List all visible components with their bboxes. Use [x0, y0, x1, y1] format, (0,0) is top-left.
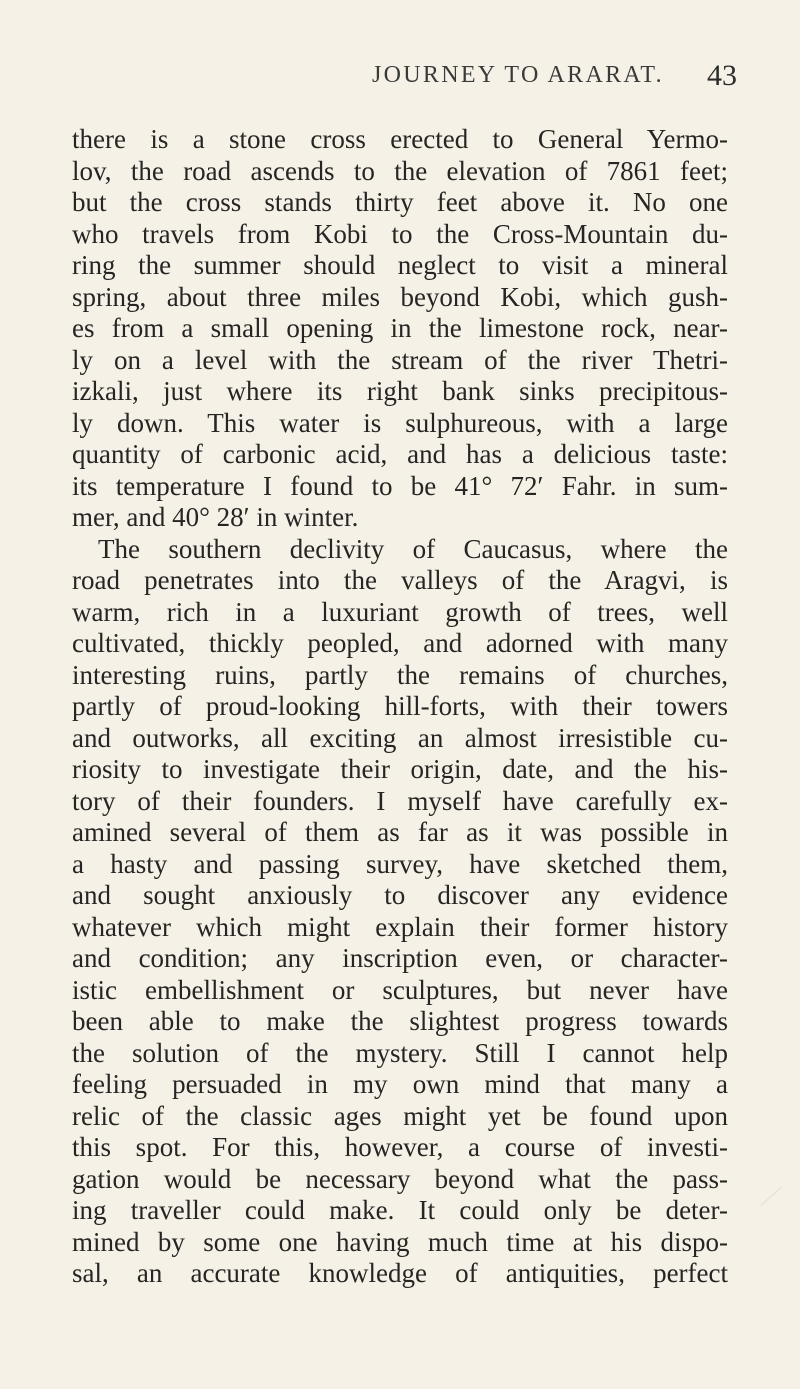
running-title: JOURNEY TO ARARAT.: [372, 62, 664, 88]
text-line: been able to make the slightest progress towards: [72, 1006, 728, 1036]
text-line: ly down. This water is sulphureous, with a large: [72, 407, 728, 438]
text-line: and condition; any inscription even, or character-: [72, 943, 728, 973]
text-line: interesting ruins, partly the remains of churches,: [72, 659, 728, 690]
page-header: [0, 59, 800, 102]
text-line: relic of the classic ages might yet be found upon: [72, 1100, 728, 1131]
text-line: mined by some one having much time at his dispo-: [72, 1226, 728, 1257]
text-line: this spot. For this, however, a course of investi-: [72, 1132, 728, 1162]
text-line: a hasty and passing survey, have sketched them,: [72, 848, 728, 879]
text-line: sal, an accurate knowledge of antiquities, perfect: [72, 1258, 728, 1288]
text-line: ring the summer should neglect to visit a mineral: [72, 250, 728, 280]
paper-mark: [760, 1187, 781, 1206]
text-line: there is a stone cross erected to General Yermo-: [72, 124, 728, 154]
text-line: The southern declivity of Caucasus, where the: [98, 533, 728, 564]
text-line: ing traveller could make. It could only be deter-: [72, 1195, 728, 1225]
text-line: the solution of the mystery. Still I cannot help: [72, 1037, 728, 1068]
text-line: and outworks, all exciting an almost irresistible cu-: [72, 722, 728, 753]
text-line: road penetrates into the valleys of the Aragvi, is: [72, 565, 728, 595]
text-line: amined several of them as far as it was possible in: [72, 817, 728, 847]
text-line: mer, and 40° 28′ in winter.: [72, 502, 359, 532]
text-line: and sought anxiously to discover any evidence: [72, 880, 728, 910]
text-line: izkali, just where its right bank sinks precipitous-: [72, 376, 728, 406]
text-line: riosity to investigate their origin, date, and the his-: [72, 754, 728, 784]
text-line: feeling persuaded in my own mind that many a: [72, 1069, 728, 1099]
text-line: es from a small opening in the limestone rock, near-: [72, 313, 728, 343]
text-line: warm, rich in a luxuriant growth of trees, well: [72, 596, 728, 627]
text-line: cultivated, thickly peopled, and adorned with many: [72, 628, 728, 658]
text-line: but the cross stands thirty feet above it. No one: [72, 187, 728, 217]
text-line: who travels from Kobi to the Cross-Mountain du-: [72, 218, 728, 249]
page-number: 43: [707, 59, 737, 92]
text-line: its temperature I found to be 41° 72′ Fahr. in sum-: [72, 470, 728, 501]
text-line: istic embellishment or sculptures, but never have: [72, 974, 728, 1005]
text-line: partly of proud-looking hill-forts, with their towers: [72, 691, 728, 721]
text-line: gation would be necessary beyond what the pass-: [72, 1163, 728, 1194]
body-text: [72, 124, 728, 1290]
text-line: spring, about three miles beyond Kobi, which gush-: [72, 281, 728, 312]
text-line: ly on a level with the stream of the river Thetri-: [72, 344, 728, 375]
text-line: lov, the road ascends to the elevation of 7861 feet;: [72, 155, 728, 186]
text-line: tory of their founders. I myself have carefully ex-: [72, 785, 728, 816]
text-line: quantity of carbonic acid, and has a delicious taste:: [72, 439, 728, 469]
text-line: whatever which might explain their former history: [72, 911, 728, 942]
